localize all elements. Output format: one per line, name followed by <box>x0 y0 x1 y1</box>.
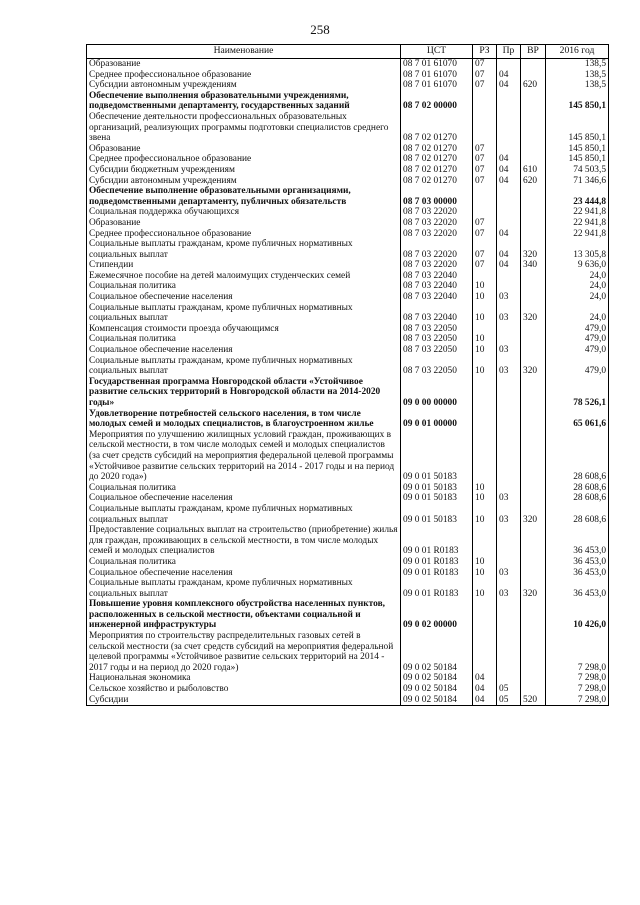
table-row <box>87 271 609 282</box>
cell-code: 09 0 01 50183 <box>401 493 473 504</box>
header-vr: ВР <box>521 45 546 59</box>
cell-amount: 22 941,8 <box>546 207 609 218</box>
cell-code: 08 7 03 22040 <box>401 292 473 303</box>
cell-vr: 320 <box>521 356 546 377</box>
cell-code: 08 7 03 22040 <box>401 271 473 282</box>
cell-code: 08 7 03 22040 <box>401 303 473 324</box>
cell-vr <box>521 334 546 345</box>
cell-rz <box>473 525 497 557</box>
cell-vr: 520 <box>521 695 546 706</box>
cell-name: Социальное обеспечение населения <box>87 568 401 579</box>
cell-rz: 07 <box>473 229 497 240</box>
cell-pr: 03 <box>497 578 521 599</box>
cell-code: 08 7 03 22020 <box>401 229 473 240</box>
cell-name: Сельское хозяйство и рыболовство <box>87 684 401 695</box>
cell-amount: 24,0 <box>546 271 609 282</box>
cell-vr <box>521 281 546 292</box>
table-row <box>87 695 609 706</box>
cell-code: 08 7 01 61070 <box>401 59 473 70</box>
cell-vr: 620 <box>521 80 546 91</box>
table-row <box>87 91 609 112</box>
cell-amount: 22 941,8 <box>546 229 609 240</box>
table-row <box>87 239 609 260</box>
cell-rz: 04 <box>473 684 497 695</box>
cell-rz: 10 <box>473 493 497 504</box>
cell-amount: 7 298,0 <box>546 631 609 673</box>
cell-rz <box>473 324 497 335</box>
table-row <box>87 176 609 187</box>
cell-pr: 03 <box>497 356 521 377</box>
table-row <box>87 483 609 494</box>
cell-amount: 145 850,1 <box>546 91 609 112</box>
cell-pr: 03 <box>497 345 521 356</box>
cell-name: Социальные выплаты гражданам, кроме публичных нормативных социальных выплат <box>87 303 401 324</box>
cell-name: Субсидии бюджетным учреждениям <box>87 165 401 176</box>
cell-pr <box>497 525 521 557</box>
cell-name: Повышение уровня комплексного обустройства населенных пунктов, расположенных в сельской местности, объектами социальной и инженерной инфраструктуры <box>87 599 401 631</box>
cell-code: 09 0 01 50183 <box>401 430 473 483</box>
cell-code: 08 7 01 61070 <box>401 70 473 81</box>
cell-amount: 10 426,0 <box>546 599 609 631</box>
cell-code: 09 0 02 50184 <box>401 673 473 684</box>
cell-code: 08 7 03 22050 <box>401 324 473 335</box>
cell-code: 09 0 02 50184 <box>401 684 473 695</box>
cell-rz: 07 <box>473 176 497 187</box>
table-row <box>87 345 609 356</box>
cell-pr: 04 <box>497 165 521 176</box>
cell-rz: 10 <box>473 281 497 292</box>
cell-vr: 320 <box>521 239 546 260</box>
cell-rz: 04 <box>473 695 497 706</box>
cell-code: 09 0 01 00000 <box>401 409 473 430</box>
page-number: 258 <box>310 22 330 37</box>
cell-amount: 28 608,6 <box>546 504 609 525</box>
table-row <box>87 186 609 207</box>
cell-vr <box>521 324 546 335</box>
cell-amount: 479,0 <box>546 334 609 345</box>
cell-rz <box>473 91 497 112</box>
cell-rz: 10 <box>473 345 497 356</box>
cell-vr <box>521 409 546 430</box>
cell-name: Государственная программа Новгородской области «Устойчивое развитие сельских территорий в Новгородской области на 2014-2020 годы» <box>87 377 401 409</box>
cell-rz: 07 <box>473 239 497 260</box>
cell-code: 09 0 01 R0183 <box>401 525 473 557</box>
cell-pr <box>497 409 521 430</box>
header-code: ЦСТ <box>401 45 473 59</box>
cell-pr <box>497 91 521 112</box>
cell-pr <box>497 631 521 673</box>
table-row <box>87 568 609 579</box>
cell-name: Обеспечение деятельности профессиональных образовательных организаций, реализующих программы подготовки специалистов среднего звена <box>87 112 401 144</box>
cell-code: 08 7 03 22050 <box>401 356 473 377</box>
cell-rz: 07 <box>473 218 497 229</box>
table-row <box>87 504 609 525</box>
cell-vr <box>521 59 546 70</box>
cell-code: 08 7 02 01270 <box>401 176 473 187</box>
cell-name: Социальная политика <box>87 281 401 292</box>
cell-amount: 138,5 <box>546 59 609 70</box>
cell-pr <box>497 599 521 631</box>
table-row <box>87 70 609 81</box>
cell-vr: 320 <box>521 303 546 324</box>
cell-rz: 04 <box>473 673 497 684</box>
cell-name: Обеспечение выполнение образовательными организациями, подведомственными департаменту, публичных обязательств <box>87 186 401 207</box>
cell-name: Образование <box>87 144 401 155</box>
cell-code: 08 7 02 01270 <box>401 154 473 165</box>
cell-vr: 610 <box>521 165 546 176</box>
cell-pr: 04 <box>497 70 521 81</box>
table-row <box>87 631 609 673</box>
cell-vr: 320 <box>521 578 546 599</box>
cell-vr: 320 <box>521 504 546 525</box>
cell-rz: 10 <box>473 334 497 345</box>
cell-code: 08 7 03 22020 <box>401 218 473 229</box>
cell-name: Субсидии автономным учреждениям <box>87 176 401 187</box>
cell-pr: 04 <box>497 176 521 187</box>
table-row <box>87 334 609 345</box>
table-row <box>87 409 609 430</box>
cell-name: Социальные выплаты гражданам, кроме публичных нормативных социальных выплат <box>87 239 401 260</box>
cell-name: Социальное обеспечение населения <box>87 292 401 303</box>
table-row <box>87 229 609 240</box>
cell-rz: 10 <box>473 356 497 377</box>
cell-amount: 145 850,1 <box>546 144 609 155</box>
cell-vr <box>521 345 546 356</box>
cell-name: Социальная политика <box>87 557 401 568</box>
cell-code: 09 0 00 00000 <box>401 377 473 409</box>
cell-rz <box>473 409 497 430</box>
cell-vr <box>521 684 546 695</box>
cell-name: Образование <box>87 218 401 229</box>
table-row <box>87 493 609 504</box>
cell-name: Социальные выплаты гражданам, кроме публичных нормативных социальных выплат <box>87 578 401 599</box>
cell-pr <box>497 59 521 70</box>
cell-vr <box>521 631 546 673</box>
table-header-row <box>87 45 609 59</box>
cell-rz: 07 <box>473 59 497 70</box>
cell-vr <box>521 430 546 483</box>
cell-amount: 36 453,0 <box>546 557 609 568</box>
cell-code: 08 7 03 22020 <box>401 207 473 218</box>
cell-code: 09 0 01 50183 <box>401 504 473 525</box>
cell-code: 08 7 01 61070 <box>401 80 473 91</box>
cell-vr <box>521 154 546 165</box>
cell-rz <box>473 112 497 144</box>
cell-vr <box>521 493 546 504</box>
cell-rz: 10 <box>473 557 497 568</box>
cell-amount: 479,0 <box>546 324 609 335</box>
cell-name: Ежемесячное пособие на детей малоимущих студенческих семей <box>87 271 401 282</box>
cell-rz: 10 <box>473 303 497 324</box>
cell-pr <box>497 324 521 335</box>
cell-name: Среднее профессиональное образование <box>87 70 401 81</box>
cell-pr <box>497 112 521 144</box>
cell-code: 08 7 03 22020 <box>401 260 473 271</box>
table-row <box>87 673 609 684</box>
cell-name: Социальные выплаты гражданам, кроме публичных нормативных социальных выплат <box>87 504 401 525</box>
cell-code: 08 7 02 01270 <box>401 112 473 144</box>
cell-vr <box>521 557 546 568</box>
cell-name: Социальное обеспечение населения <box>87 493 401 504</box>
cell-amount: 138,5 <box>546 70 609 81</box>
cell-rz: 07 <box>473 80 497 91</box>
cell-name: Социальная политика <box>87 483 401 494</box>
cell-amount: 479,0 <box>546 345 609 356</box>
cell-amount: 74 503,5 <box>546 165 609 176</box>
cell-rz <box>473 271 497 282</box>
cell-pr <box>497 271 521 282</box>
cell-rz <box>473 186 497 207</box>
cell-pr <box>497 483 521 494</box>
cell-pr: 03 <box>497 504 521 525</box>
cell-code: 09 0 02 00000 <box>401 599 473 631</box>
cell-amount: 28 608,6 <box>546 430 609 483</box>
cell-pr: 04 <box>497 80 521 91</box>
cell-pr <box>497 377 521 409</box>
cell-code: 09 0 01 R0183 <box>401 557 473 568</box>
cell-pr <box>497 207 521 218</box>
cell-rz <box>473 377 497 409</box>
cell-code: 08 7 03 00000 <box>401 186 473 207</box>
cell-amount: 24,0 <box>546 281 609 292</box>
cell-vr <box>521 599 546 631</box>
cell-pr: 04 <box>497 260 521 271</box>
cell-vr: 340 <box>521 260 546 271</box>
cell-vr <box>521 568 546 579</box>
cell-rz: 07 <box>473 154 497 165</box>
budget-table <box>86 44 609 706</box>
cell-pr: 03 <box>497 292 521 303</box>
cell-amount: 7 298,0 <box>546 695 609 706</box>
cell-code: 09 0 02 50184 <box>401 695 473 706</box>
cell-vr <box>521 292 546 303</box>
header-rz: РЗ <box>473 45 497 59</box>
cell-code: 09 0 01 R0183 <box>401 578 473 599</box>
cell-code: 09 0 01 50183 <box>401 483 473 494</box>
cell-pr <box>497 334 521 345</box>
cell-vr <box>521 207 546 218</box>
cell-amount: 24,0 <box>546 292 609 303</box>
cell-name: Стипендии <box>87 260 401 271</box>
cell-code: 08 7 03 22050 <box>401 334 473 345</box>
cell-pr: 04 <box>497 229 521 240</box>
table-row <box>87 144 609 155</box>
table-row <box>87 218 609 229</box>
header-name: Наименование <box>87 45 401 59</box>
cell-vr <box>521 377 546 409</box>
cell-rz: 10 <box>473 483 497 494</box>
table-row <box>87 430 609 483</box>
table-row <box>87 684 609 695</box>
cell-vr <box>521 673 546 684</box>
cell-pr: 04 <box>497 239 521 260</box>
cell-name: Среднее профессиональное образование <box>87 229 401 240</box>
cell-amount: 65 061,6 <box>546 409 609 430</box>
cell-vr: 620 <box>521 176 546 187</box>
cell-name: Субсидии автономным учреждениям <box>87 80 401 91</box>
cell-amount: 7 298,0 <box>546 684 609 695</box>
cell-amount: 23 444,8 <box>546 186 609 207</box>
cell-code: 08 7 02 01270 <box>401 144 473 155</box>
cell-code: 08 7 03 22020 <box>401 239 473 260</box>
cell-rz <box>473 430 497 483</box>
cell-name: Социальная политика <box>87 334 401 345</box>
table-row <box>87 303 609 324</box>
cell-amount: 24,0 <box>546 303 609 324</box>
cell-rz: 10 <box>473 504 497 525</box>
table-row <box>87 599 609 631</box>
table-row <box>87 324 609 335</box>
cell-rz <box>473 631 497 673</box>
cell-name: Образование <box>87 59 401 70</box>
table-row <box>87 377 609 409</box>
cell-name: Компенсация стоимости проезда обучающимся <box>87 324 401 335</box>
cell-vr <box>521 525 546 557</box>
cell-vr <box>521 91 546 112</box>
cell-code: 08 7 03 22040 <box>401 281 473 292</box>
cell-rz <box>473 599 497 631</box>
cell-code: 08 7 03 22050 <box>401 345 473 356</box>
table-row <box>87 281 609 292</box>
cell-pr <box>497 281 521 292</box>
cell-vr <box>521 271 546 282</box>
cell-pr: 03 <box>497 493 521 504</box>
table-row <box>87 112 609 144</box>
cell-amount: 13 305,8 <box>546 239 609 260</box>
cell-vr <box>521 218 546 229</box>
cell-name: Социальная поддержка обучающихся <box>87 207 401 218</box>
table-row <box>87 154 609 165</box>
table-row <box>87 578 609 599</box>
cell-rz: 10 <box>473 292 497 303</box>
cell-code: 09 0 02 50184 <box>401 631 473 673</box>
cell-amount: 36 453,0 <box>546 578 609 599</box>
cell-amount: 479,0 <box>546 356 609 377</box>
cell-name: Субсидии <box>87 695 401 706</box>
cell-rz: 07 <box>473 260 497 271</box>
cell-pr: 05 <box>497 695 521 706</box>
cell-amount: 145 850,1 <box>546 154 609 165</box>
cell-rz: 10 <box>473 578 497 599</box>
cell-pr <box>497 430 521 483</box>
cell-code: 08 7 02 00000 <box>401 91 473 112</box>
table-row <box>87 557 609 568</box>
cell-rz: 10 <box>473 568 497 579</box>
cell-name: Социальное обеспечение населения <box>87 345 401 356</box>
table-row <box>87 292 609 303</box>
cell-pr <box>497 557 521 568</box>
cell-pr <box>497 673 521 684</box>
cell-rz: 07 <box>473 144 497 155</box>
cell-name: Мероприятия по строительству распределительных газовых сетей в сельской местности (за счет средств субсидий на мероприятия федеральной целевой программы «Устойчивое развитие сельских территорий на 2014 - 2017 годы и на период до 2020 года») <box>87 631 401 673</box>
cell-vr <box>521 186 546 207</box>
cell-amount: 138,5 <box>546 80 609 91</box>
cell-name: Национальная экономика <box>87 673 401 684</box>
cell-name: Удовлетворение потребностей сельского населения, в том числе молодых семей и молодых специалистов, в благоустроенном жилье <box>87 409 401 430</box>
cell-pr <box>497 186 521 207</box>
cell-amount: 145 850,1 <box>546 112 609 144</box>
cell-amount: 28 608,6 <box>546 493 609 504</box>
cell-name: Мероприятия по улучшению жилищных условий граждан, проживающих в сельской местности, в том числе молодых семей и молодых специалистов (за счет средств субсидий на мероприятия федеральной целевой программы «Устойчивое развитие сельских территорий на 2014 - 2017 годы и на период до 2020 года») <box>87 430 401 483</box>
table-row <box>87 356 609 377</box>
header-amount: 2016 год <box>546 45 609 59</box>
cell-amount: 78 526,1 <box>546 377 609 409</box>
cell-amount: 36 453,0 <box>546 525 609 557</box>
table-row <box>87 80 609 91</box>
cell-amount: 36 453,0 <box>546 568 609 579</box>
cell-vr <box>521 70 546 81</box>
cell-rz: 07 <box>473 165 497 176</box>
cell-pr: 03 <box>497 303 521 324</box>
header-pr: Пр <box>497 45 521 59</box>
cell-rz: 07 <box>473 70 497 81</box>
cell-amount: 28 608,6 <box>546 483 609 494</box>
cell-code: 08 7 02 01270 <box>401 165 473 176</box>
cell-vr <box>521 112 546 144</box>
cell-pr: 05 <box>497 684 521 695</box>
cell-rz <box>473 207 497 218</box>
cell-pr: 03 <box>497 568 521 579</box>
cell-name: Предоставление социальных выплат на строительство (приобретение) жилья для граждан, проживающих в сельской местности, в том числе молодых семей и молодых специалистов <box>87 525 401 557</box>
cell-name: Среднее профессиональное образование <box>87 154 401 165</box>
cell-code: 09 0 01 R0183 <box>401 568 473 579</box>
cell-name: Обеспечение выполнения образовательными учреждениями, подведомственными департаменту, государственных заданий <box>87 91 401 112</box>
cell-amount: 7 298,0 <box>546 673 609 684</box>
table-row <box>87 165 609 176</box>
cell-vr <box>521 483 546 494</box>
table-row <box>87 207 609 218</box>
cell-vr <box>521 144 546 155</box>
table-row <box>87 525 609 557</box>
table-row <box>87 59 609 70</box>
cell-vr <box>521 229 546 240</box>
cell-amount: 22 941,8 <box>546 218 609 229</box>
cell-name: Социальные выплаты гражданам, кроме публичных нормативных социальных выплат <box>87 356 401 377</box>
cell-pr: 04 <box>497 154 521 165</box>
cell-amount: 71 346,6 <box>546 176 609 187</box>
cell-pr <box>497 218 521 229</box>
cell-pr <box>497 144 521 155</box>
table-row <box>87 260 609 271</box>
cell-amount: 9 636,0 <box>546 260 609 271</box>
